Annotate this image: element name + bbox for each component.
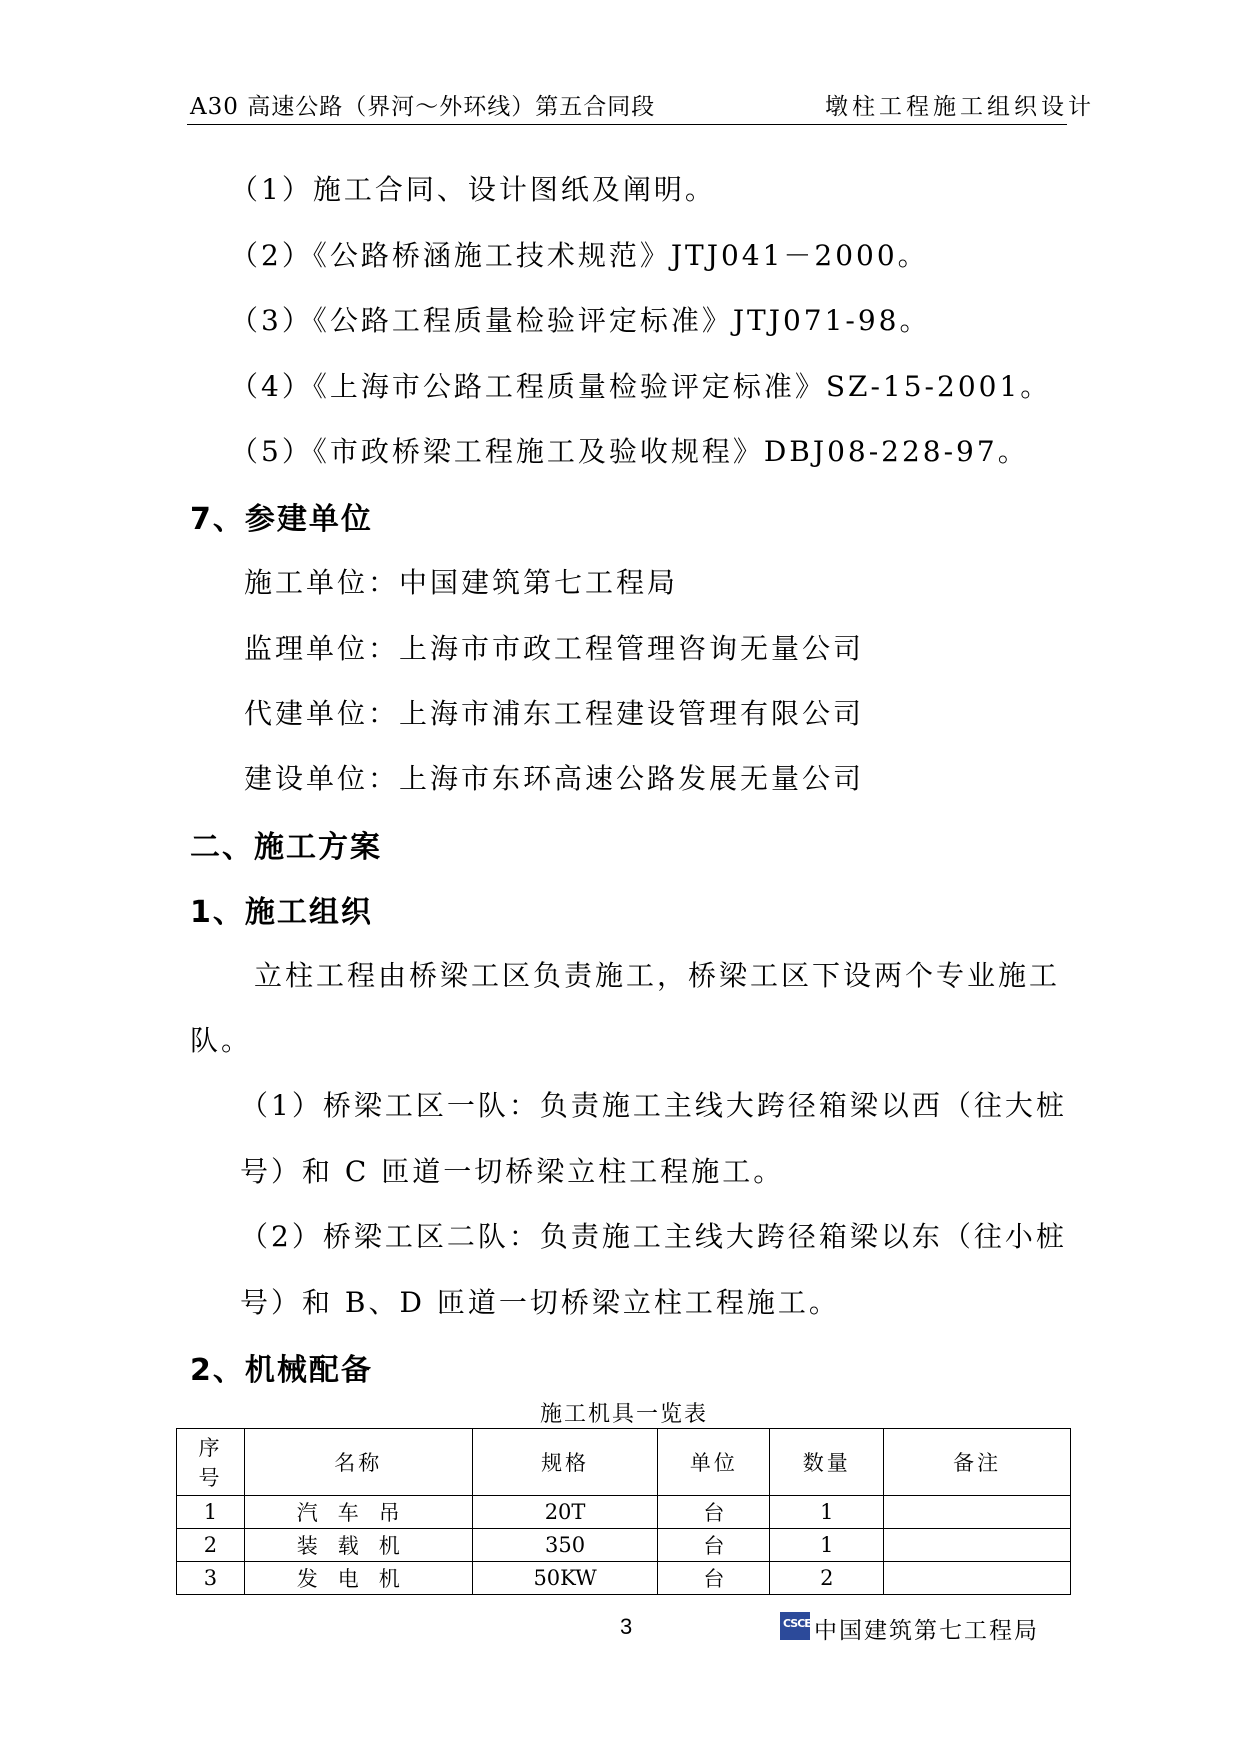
cell-spec: 350 <box>472 1529 658 1562</box>
reference-item-2: （2）《公路桥涵施工技术规范》JTJ041－2000。 <box>230 239 929 272</box>
cell-no: 1 <box>177 1496 245 1529</box>
header-no <box>177 1429 245 1496</box>
unit-agent-builder: 代建单位：上海市浦东工程建设管理有限公司 <box>244 697 865 730</box>
header-note: 备注 <box>884 1429 1071 1496</box>
section-7-heading: 7、参建单位 <box>190 502 373 537</box>
header-project-title: A30 高速公路（界河～外环线）第五合同段 <box>190 94 656 120</box>
reference-item-3: （3）《公路工程质量检验评定标准》JTJ071-98。 <box>230 304 931 337</box>
subsection-1-heading: 1、施工组织 <box>190 895 373 930</box>
cell-no: 2 <box>177 1529 245 1562</box>
header-no-line-1: 序 <box>198 1436 223 1460</box>
cscec-logo-icon <box>780 1612 818 1640</box>
page-number: 3 <box>620 1614 633 1639</box>
team-1-line-1: （1）桥梁工区一队：负责施工主线大跨径箱梁以西（往大桩 <box>240 1089 1067 1122</box>
header-qty: 数量 <box>770 1429 884 1496</box>
organization-paragraph-line-2: 队。 <box>190 1024 253 1057</box>
subsection-2-heading: 2、机械配备 <box>190 1353 373 1388</box>
header-unit: 单位 <box>658 1429 770 1496</box>
unit-supervision: 监理单位：上海市市政工程管理咨询无量公司 <box>244 632 865 665</box>
organization-paragraph-line-1: 立柱工程由桥梁工区负责施工，桥梁工区下设两个专业施工 <box>254 959 1061 992</box>
cell-unit: 台 <box>658 1529 770 1562</box>
footer-company-name: 中国建筑第七工程局 <box>814 1618 1039 1644</box>
reference-item-4: （4）《上海市公路工程质量检验评定标准》SZ-15-2001。 <box>230 370 1052 403</box>
chapter-2-heading: 二、施工方案 <box>190 830 382 865</box>
header-document-title: 墩柱工程施工组织设计 <box>825 94 1095 120</box>
table-row <box>177 1496 1071 1529</box>
team-1-line-2: 号）和 C 匝道一切桥梁立柱工程施工。 <box>240 1155 785 1188</box>
logo-text: CSCEC <box>783 1617 818 1630</box>
cell-name: 汽车吊 <box>244 1496 472 1529</box>
table-row <box>177 1529 1071 1562</box>
cell-name: 装载机 <box>244 1529 472 1562</box>
cell-no: 3 <box>177 1562 245 1595</box>
unit-construction: 施工单位：中国建筑第七工程局 <box>244 566 679 599</box>
header-divider <box>187 124 1067 125</box>
cell-note <box>884 1496 1071 1529</box>
cell-qty: 2 <box>770 1562 884 1595</box>
cell-note <box>884 1529 1071 1562</box>
team-2-line-1: （2）桥梁工区二队：负责施工主线大跨径箱梁以东（往小桩 <box>240 1220 1067 1253</box>
header-no-line-2: 号 <box>198 1466 223 1490</box>
team-2-line-2: 号）和 B、D 匝道一切桥梁立柱工程施工。 <box>240 1286 840 1319</box>
header-spec: 规格 <box>472 1429 658 1496</box>
reference-item-5: （5）《市政桥梁工程施工及验收规程》DBJ08-228-97。 <box>230 435 1029 468</box>
table-caption: 施工机具一览表 <box>540 1402 709 1427</box>
cell-unit: 台 <box>658 1562 770 1595</box>
cell-qty: 1 <box>770 1496 884 1529</box>
cell-note <box>884 1562 1071 1595</box>
cell-spec: 20T <box>472 1496 658 1529</box>
cell-qty: 1 <box>770 1529 884 1562</box>
equipment-table <box>176 1428 1071 1595</box>
cell-unit: 台 <box>658 1496 770 1529</box>
table-row <box>177 1562 1071 1595</box>
unit-owner: 建设单位：上海市东环高速公路发展无量公司 <box>244 762 865 795</box>
header-name: 名称 <box>244 1429 472 1496</box>
cell-name: 发电机 <box>244 1562 472 1595</box>
cell-spec: 50KW <box>472 1562 658 1595</box>
table-header-row <box>177 1429 1071 1496</box>
reference-item-1: （1）施工合同、设计图纸及阐明。 <box>230 173 716 206</box>
